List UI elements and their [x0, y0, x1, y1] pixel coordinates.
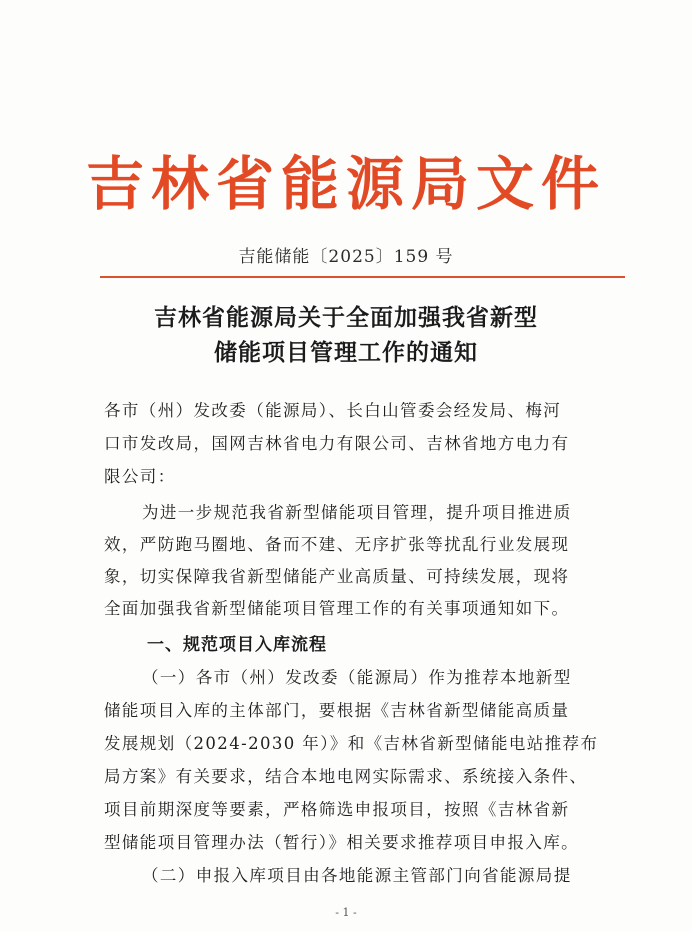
document-number: 吉能储能〔2025〕159 号 [238, 247, 454, 267]
paragraph-line: 象，切实保障我省新型储能产业高质量、可持续发展，现将 [104, 567, 570, 586]
notice-title-line-2: 储能项目管理工作的通知 [214, 339, 478, 366]
paragraph-line: 储能项目入库的主体部门，要根据《吉林省新型储能高质量 [104, 701, 570, 720]
addressee-line: 各市（州）发改委（能源局）、长白山管委会经发局、梅河 [104, 401, 562, 420]
paragraph-line: 型储能项目管理办法（暂行）》相关要求推荐项目申报入库。 [104, 833, 580, 852]
paragraph-line: （一）各市（州）发改委（能源局）作为推荐本地新型 [142, 668, 572, 687]
notice-title [0, 300, 692, 370]
paragraph-line: 效，严防跑马圈地、备而不建、无序扩张等扰乱行业发展现 [104, 535, 570, 554]
paragraph-line: 为进一步规范我省新型储能项目管理，提升项目推进质 [142, 503, 572, 522]
header-red-rule [100, 276, 625, 278]
paragraph-line: 全面加强我省新型储能项目管理工作的有关事项通知如下。 [104, 599, 570, 618]
page-number: - 1 - [335, 906, 357, 919]
document-header-title: 吉林省能源局文件 [85, 150, 606, 218]
notice-title-line-1: 吉林省能源局关于全面加强我省新型 [154, 304, 538, 331]
addressee-line: 口市发改局，国网吉林省电力有限公司、吉林省地方电力有 [104, 434, 570, 453]
addressee-line: 限公司： [104, 467, 176, 486]
paragraph-line: （二）申报入库项目由各地能源主管部门向省能源局提 [142, 866, 572, 885]
paragraph-line: 局方案》有关要求，结合本地电网实际需求、系统接入条件、 [104, 767, 588, 786]
paragraph-line: 项目前期深度等要素，严格筛选申报项目，按照《吉林省新 [104, 800, 570, 819]
section-heading: 一、规范项目入库流程 [147, 635, 327, 655]
paragraph-line: 发展规划（2024-2030 年）》和《吉林省新型储能电站推荐布 [104, 734, 599, 753]
